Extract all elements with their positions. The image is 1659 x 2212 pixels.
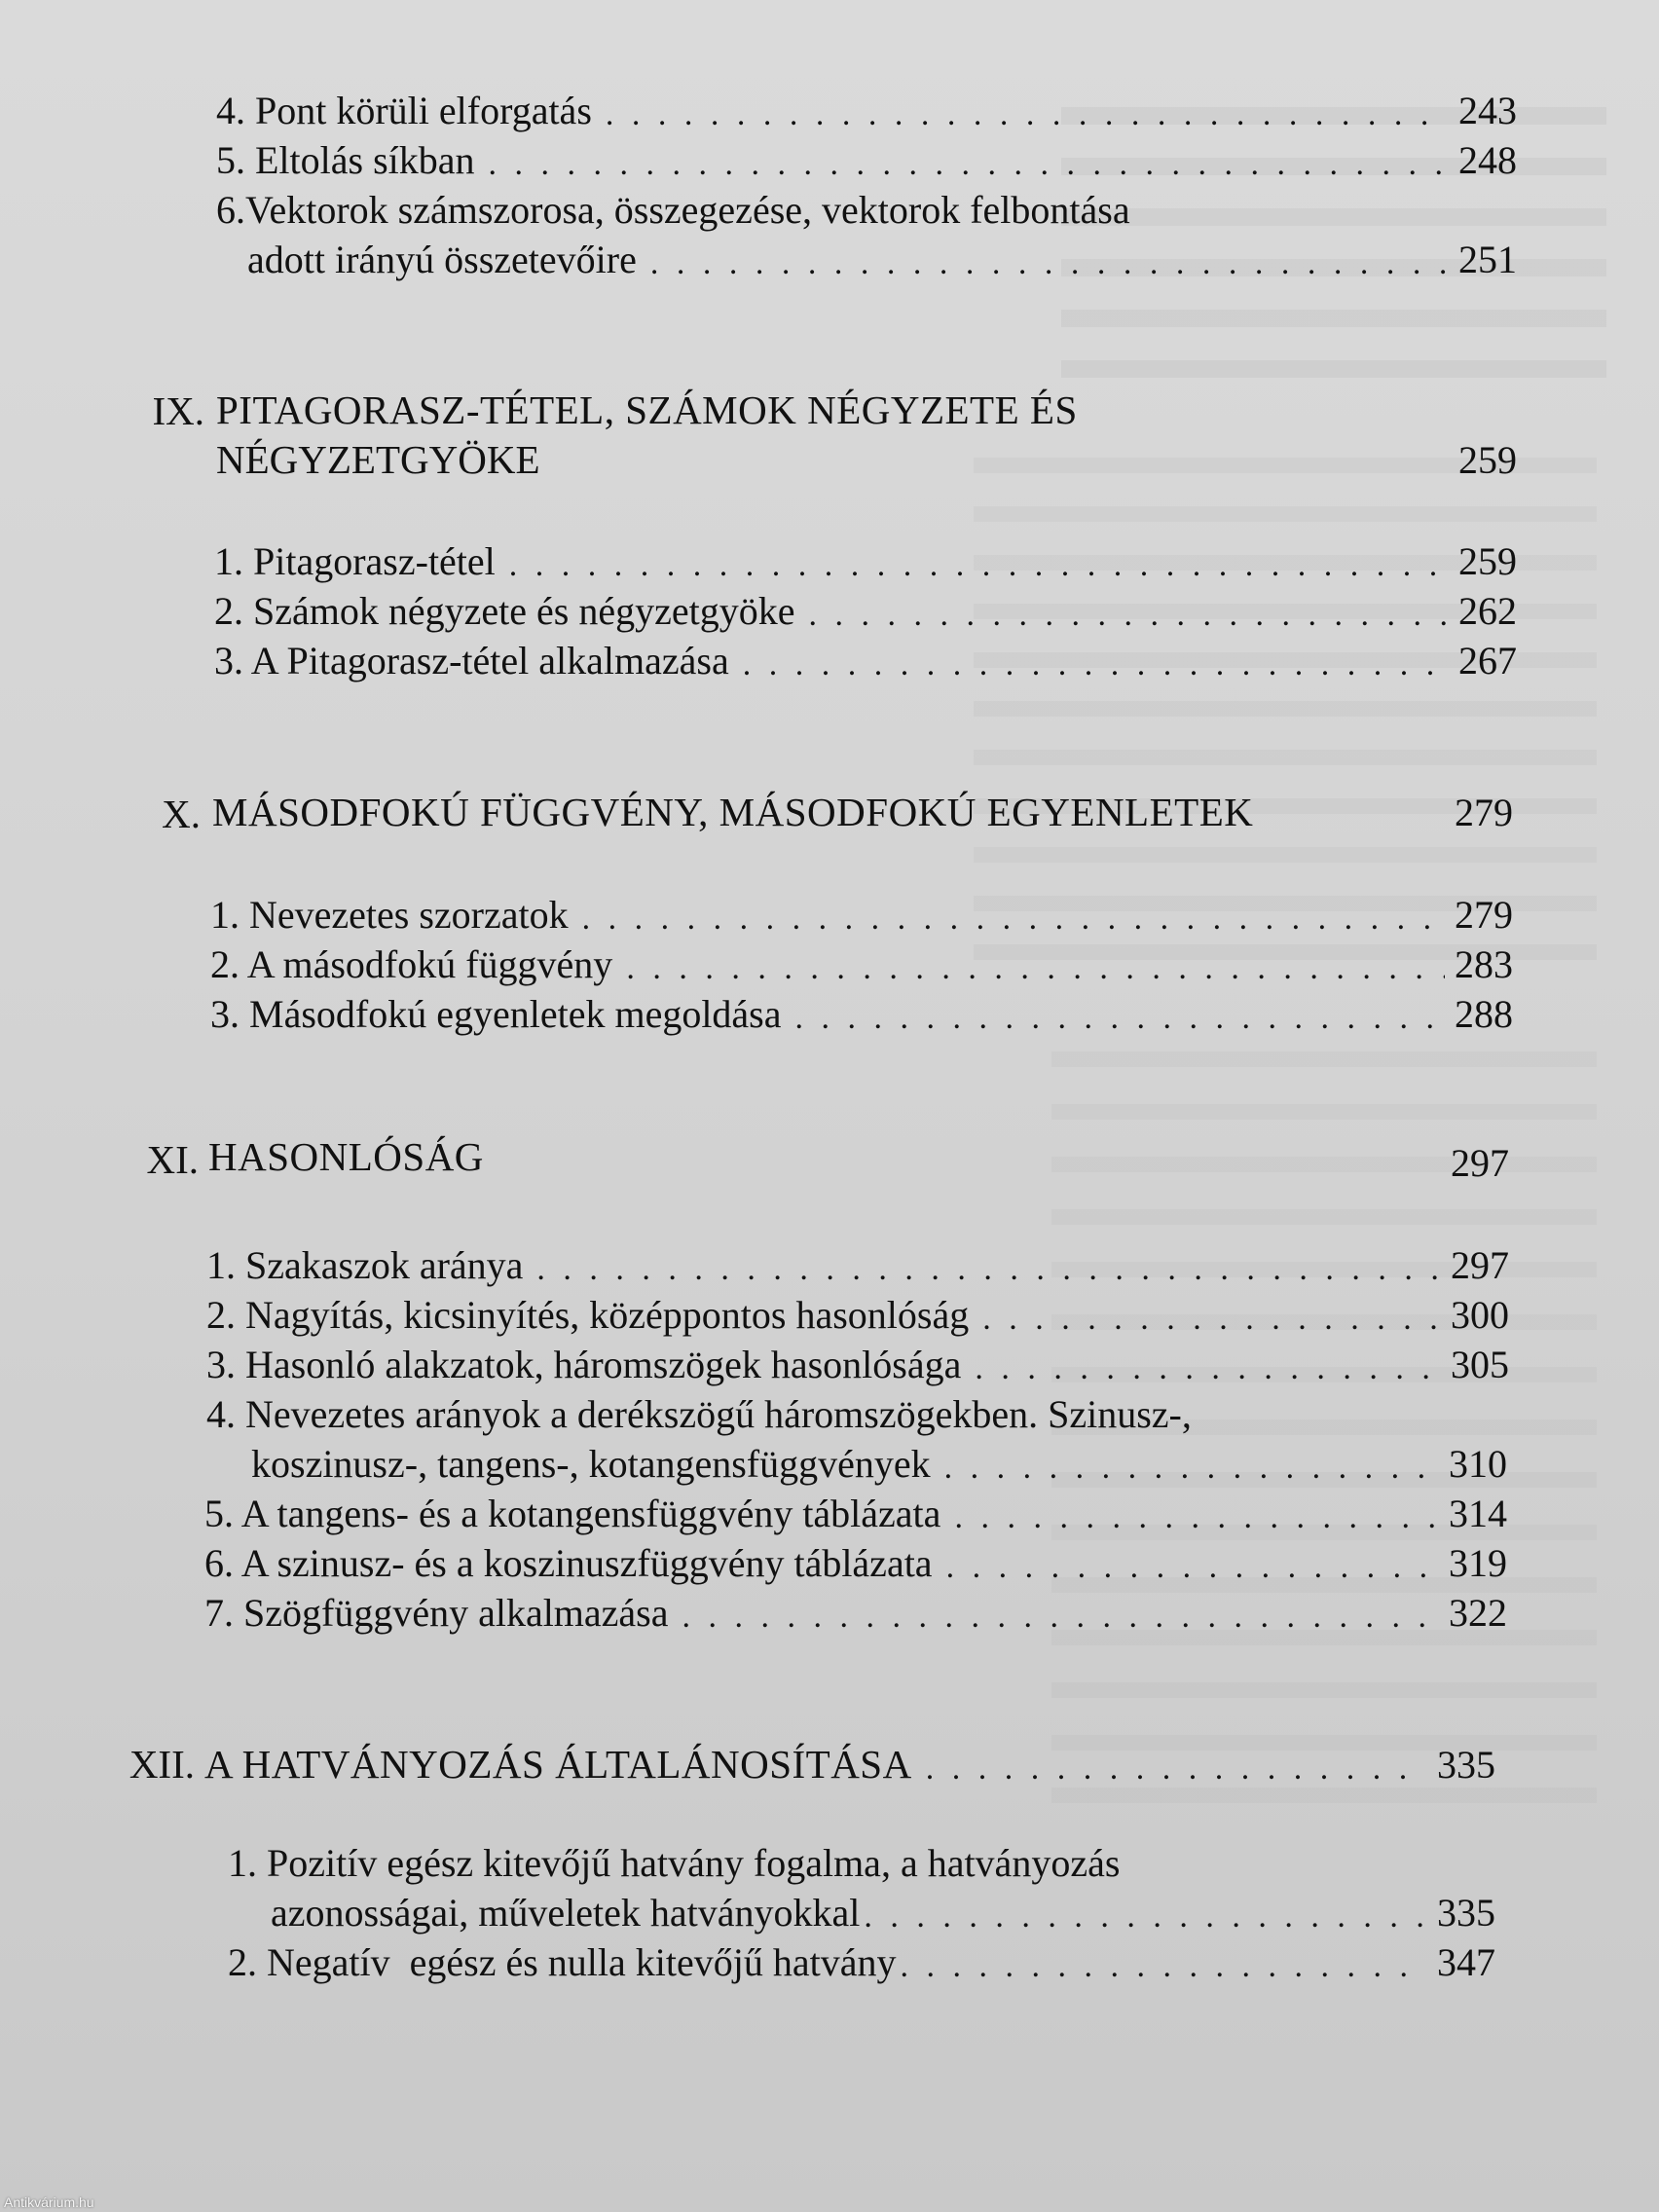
- toc-entry: [210, 993, 1513, 1037]
- toc-entry-label-line1: 1. Pozitív egész kitevőjű hatvány fogalma, a hatványozás: [228, 1841, 1121, 1885]
- toc-entry: [216, 139, 1517, 183]
- toc-entry-label-line1: 6.Vektorok számszorosa, összegezése, vektorok felbontása: [216, 188, 1130, 232]
- toc-entry-page: 259: [1458, 539, 1517, 583]
- toc-entry-page: 248: [1458, 138, 1517, 182]
- toc-entry-label: 2. Negatív egész és nulla kitevőjű hatvány: [228, 1940, 897, 1984]
- leader-dots: [682, 1599, 1439, 1636]
- toc-entry-label: 1. Szakaszok aránya: [206, 1243, 524, 1287]
- toc-entry-page: 319: [1449, 1541, 1507, 1585]
- toc-entry-page: 310: [1449, 1442, 1507, 1486]
- toc-entry-label: 7. Szögfüggvény alkalmazása: [204, 1591, 669, 1635]
- toc-entry-label: 3. A Pitagorasz-tétel alkalmazása: [214, 639, 729, 682]
- chapter-title: A HATVÁNYOZÁS ÁLTALÁNOSÍTÁSA: [204, 1742, 912, 1787]
- leader-dots: [926, 1751, 1427, 1788]
- toc-entry-label: 4. Pont körüli elforgatás: [216, 89, 592, 132]
- toc-entry: [206, 1344, 1509, 1387]
- leader-dots: [650, 245, 1449, 282]
- toc-entry-label: 6. A szinusz- és a koszinuszfüggvény táblázata: [204, 1541, 933, 1585]
- toc-entry-label-line2: koszinusz-, tangens-, kotangensfüggvények: [251, 1442, 931, 1486]
- toc-entry-page: 335: [1437, 1891, 1495, 1935]
- leader-dots: [808, 597, 1449, 634]
- toc-entry: [228, 1941, 1495, 1985]
- leader-dots: [582, 901, 1445, 938]
- toc-entry-label-line1: 4. Nevezetes arányok a derékszögű háromszögekben. Szinusz-,: [206, 1392, 1192, 1436]
- toc-entry-page: 279: [1455, 893, 1513, 937]
- toc-entry-label: 5. A tangens- és a kotangensfüggvény táblázata: [204, 1492, 941, 1535]
- toc-entry: [206, 1294, 1509, 1338]
- toc-entry-page: 262: [1458, 589, 1517, 633]
- toc-entry-label: 2. A másodfokú függvény: [210, 942, 613, 986]
- leader-dots: [606, 96, 1449, 133]
- toc-entry: [204, 1542, 1507, 1586]
- leader-dots: [743, 646, 1449, 683]
- toc-entry-page: 305: [1451, 1343, 1509, 1386]
- leader-dots: [509, 547, 1449, 584]
- chapter-page: 259: [1458, 438, 1517, 482]
- leader-dots: [944, 1450, 1439, 1487]
- toc-entry-label: 3. Másodfokú egyenletek megoldása: [210, 992, 782, 1036]
- chapter-page: 279: [1455, 791, 1513, 834]
- chapter-page: 297: [1451, 1141, 1509, 1185]
- chapter-title-line2: NÉGYZETGYÖKE: [216, 437, 540, 482]
- toc-entry: [204, 1592, 1507, 1636]
- toc-entry-page: 347: [1437, 1940, 1495, 1984]
- toc-entry-page: 251: [1458, 238, 1517, 281]
- toc-entry-label-line2: azonosságai, műveletek hatványokkal: [271, 1891, 861, 1935]
- toc-entry-label: 3. Hasonló alakzatok, háromszögek hasonlósága: [206, 1343, 962, 1386]
- toc-entry: [247, 239, 1517, 282]
- toc-entry: [214, 590, 1517, 634]
- show-through-shadow: [974, 458, 1597, 964]
- toc-entry-page: 243: [1458, 89, 1517, 132]
- toc-entry-page: 288: [1455, 992, 1513, 1036]
- toc-entry-label: 1. Pitagorasz-tétel: [214, 539, 496, 583]
- toc-entry-page: 322: [1449, 1591, 1507, 1635]
- toc-entry-label-line2: adott irányú összetevőire: [247, 238, 637, 281]
- chapter-number: XII.: [129, 1742, 195, 1787]
- leader-dots: [900, 1948, 1427, 1985]
- toc-entry-label: 2. Nagyítás, kicsinyítés, középpontos hasonlóság: [206, 1293, 970, 1337]
- leader-dots: [864, 1899, 1427, 1936]
- leader-dots: [536, 1251, 1441, 1288]
- toc-entry-label: 2. Számok négyzete és négyzetgyöke: [214, 589, 795, 633]
- leader-dots: [626, 950, 1445, 987]
- chapter-title: MÁSODFOKÚ FÜGGVÉNY, MÁSODFOKÚ EGYENLETEK: [212, 790, 1254, 834]
- chapter-title-line1: PITAGORASZ-TÉTEL, SZÁMOK NÉGYZETE ÉS: [216, 387, 1078, 432]
- toc-entry: [206, 1244, 1509, 1288]
- toc-entry: [210, 894, 1513, 938]
- chapter-title: HASONLÓSÁG: [208, 1134, 484, 1179]
- toc-entry: [251, 1443, 1507, 1487]
- toc-entry: [214, 540, 1517, 584]
- leader-dots: [982, 1301, 1441, 1338]
- toc-entry-page: 297: [1451, 1243, 1509, 1287]
- leader-dots: [489, 146, 1449, 183]
- toc-entry: [216, 90, 1517, 133]
- chapter-heading: [204, 1743, 1495, 1788]
- chapter-number: IX.: [152, 388, 204, 433]
- leader-dots: [795, 1000, 1445, 1037]
- chapter-number: X.: [162, 792, 201, 836]
- toc-entry: [214, 640, 1517, 683]
- chapter-page: 335: [1437, 1743, 1495, 1787]
- watermark: Antikvárium.hu: [4, 2194, 94, 2210]
- toc-entry: [271, 1892, 1495, 1936]
- chapter-heading: [208, 1134, 1509, 1186]
- chapter-heading: [216, 438, 1517, 483]
- toc-entry-label: 1. Nevezetes szorzatok: [210, 893, 569, 937]
- toc-entry: [204, 1493, 1507, 1536]
- chapter-heading: [212, 791, 1513, 835]
- toc-entry-page: 283: [1455, 942, 1513, 986]
- leader-dots: [975, 1350, 1441, 1387]
- toc-entry-page: 314: [1449, 1492, 1507, 1535]
- toc-entry-page: 300: [1451, 1293, 1509, 1337]
- toc-entry-page: 267: [1458, 639, 1517, 682]
- leader-dots: [946, 1549, 1439, 1586]
- leader-dots: [954, 1499, 1439, 1536]
- toc-entry: [210, 943, 1513, 987]
- chapter-number: XI.: [146, 1137, 199, 1182]
- toc-entry-label: 5. Eltolás síkban: [216, 138, 475, 182]
